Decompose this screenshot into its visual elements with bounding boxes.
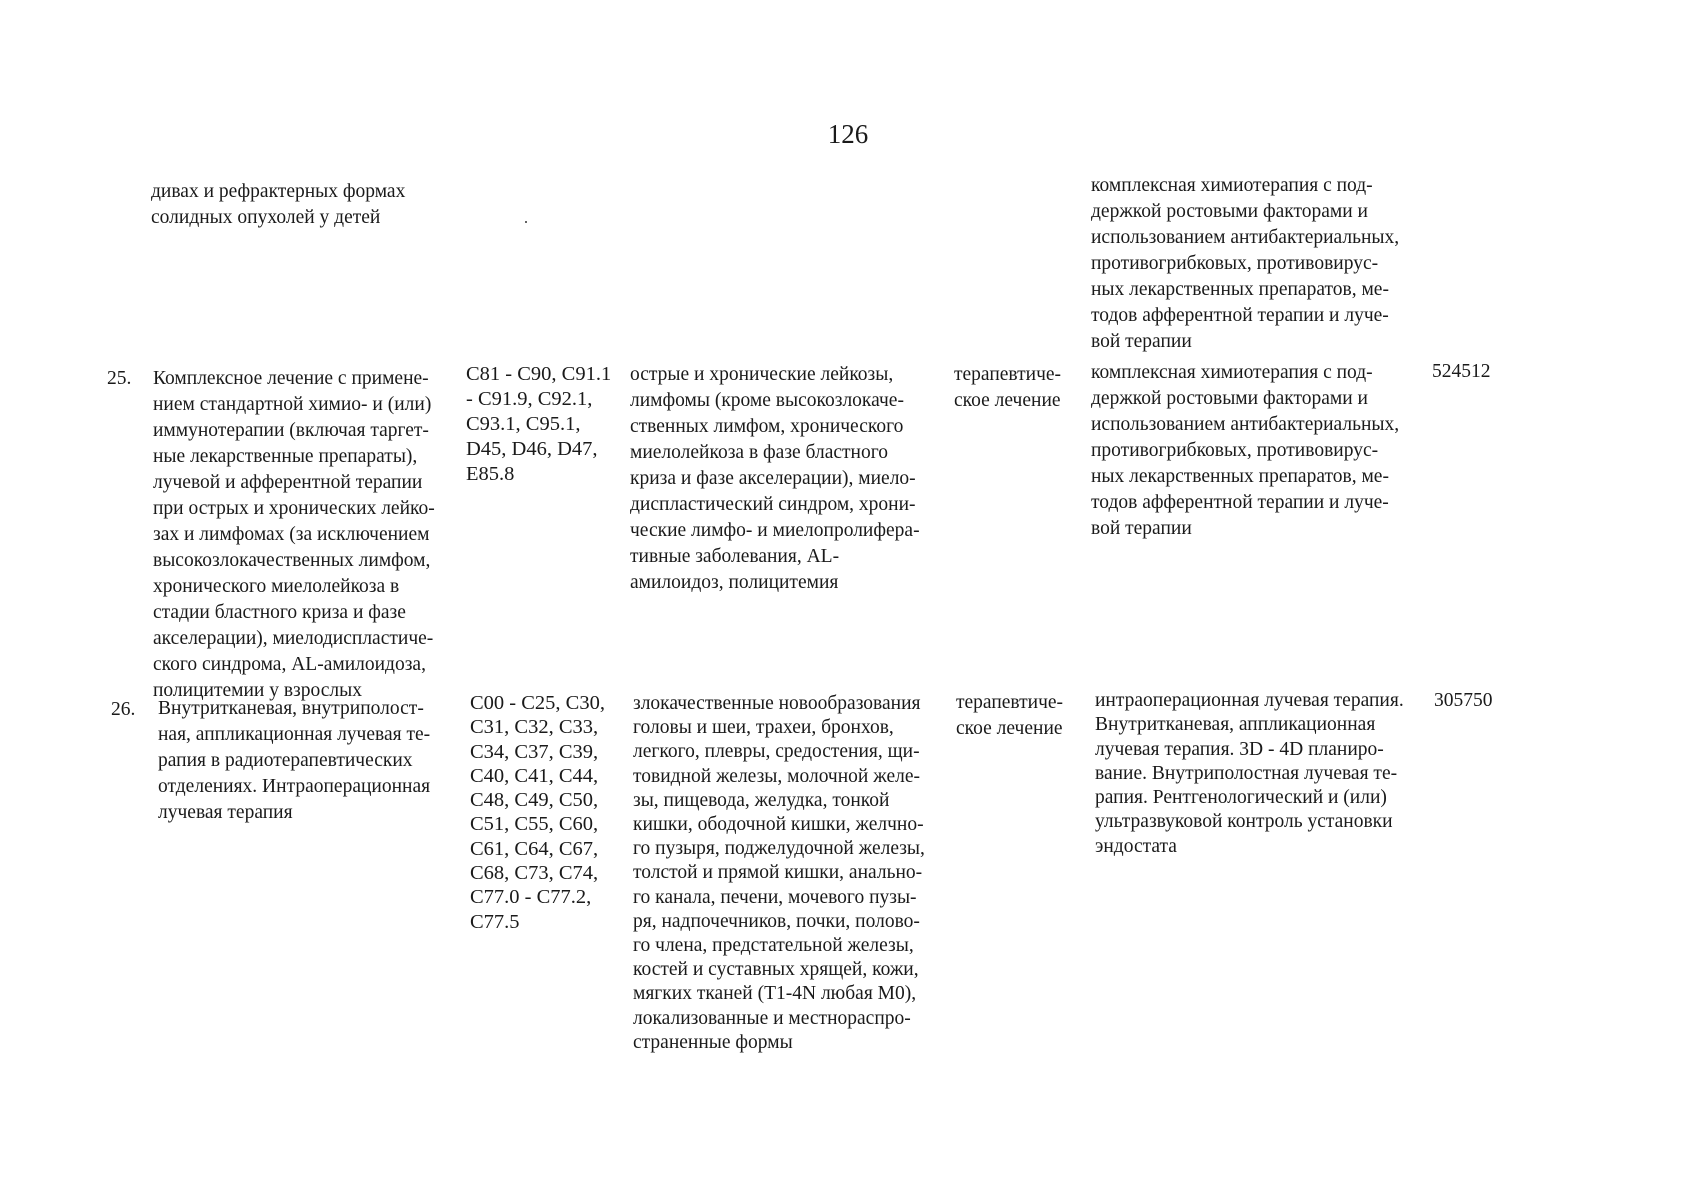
row-26-method: интраоперационная лучевая терапия. Внутритканевая, аппликационная лучевая терапия. 3D - 4D планиро- вание. Внутриполостная лучевая те- рапия. Рентгенологический и (или) ультразвуковой контроль установки эндостата: [1095, 690, 1404, 857]
row-25-codes: C81 - C90, C91.1 - C91.9, C92.1, C93.1, C95.1, D45, D46, D47, E85.8: [466, 363, 612, 485]
row-25-name: Комплексное лечение с примене- нием стандартной химио- и (или) иммунотерапии (включая таргет- ные лекарственные препараты), лучевой и афферентной терапии при острых и хронических лейко- зах и лимфомах (за исключением высокозлокачественных лимфом, хронического миелолейкоза в стадии бластного криза и фазе акселерации), миелодиспластиче- ского синдрома, AL-амилоидоза, полицитемии у взрослых: [153, 368, 435, 701]
row-25-model: острые и хронические лейкозы, лимфомы (кроме высокозлокаче- ственных лимфом, хронического миелолейкоза в фазе бластного криза и фазе акселерации), миело- диспластический синдром, хрони- ческие лимфо- и миелопролифера- тивные заболевания, AL- амилоидоз, полицитемия: [630, 364, 920, 593]
row-25-method: комплексная химиотерапия с под- держкой ростовыми факторами и использованием антибактериальных, противогрибковых, противовирус- ных лекарственных препаратов, ме- тодов афферентной терапии и луче- вой терапии: [1091, 362, 1400, 539]
row-25-price: 524512: [1432, 361, 1491, 382]
row-26-price: 305750: [1434, 690, 1493, 711]
row-26-treatment: терапевтиче- ское лечение: [956, 692, 1064, 739]
row-26-number: 26.: [111, 699, 136, 720]
continuation-method: комплексная химиотерапия с под- держкой ростовыми факторами и использованием антибактериальных, противогрибковых, противовирус- ных лекарственных препаратов, ме- тодов афферентной терапии и луче- вой терапии: [1091, 175, 1400, 352]
scan-speck: [525, 221, 527, 223]
row-25-number: 25.: [107, 368, 132, 389]
row-25-treatment: терапевтиче- ское лечение: [954, 364, 1062, 411]
page-number: 126: [827, 119, 869, 149]
row-26-codes: C00 - C25, C30, C31, C32, C33, C34, C37, C39, C40, C41, C44, C48, C49, C50, C51, C55, C60, C61, C64, C67, C68, C73, C74, C77.0 - C77.2, C77.5: [470, 692, 605, 933]
row-26-model: злокачественные новообразования головы и шеи, трахеи, бронхов, легкого, плевры, средостения, щи- товидной железы, молочной желе- зы, пищевода, желудка, тонкой кишки, ободочной кишки, желчно- го пузыря, поджелудочной железы, толстой и прямой кишки, анально- го канала, печени, мочевого пузы- ря, надпочечников, почки, полово- го члена, предстательной железы, костей и суставных хрящей, кожи, мягких тканей (T1-4N любая M0), локализованные и местнораспро- страненные формы: [633, 693, 925, 1053]
row-26-name: Внутритканевая, внутриполост- ная, аппликационная лучевая те- рапия в радиотерапевтических отделениях. Интраоперационная лучевая терапия: [158, 698, 431, 823]
continuation-name: дивах и рефрактерных формах солидных опухолей у детей: [151, 181, 406, 228]
